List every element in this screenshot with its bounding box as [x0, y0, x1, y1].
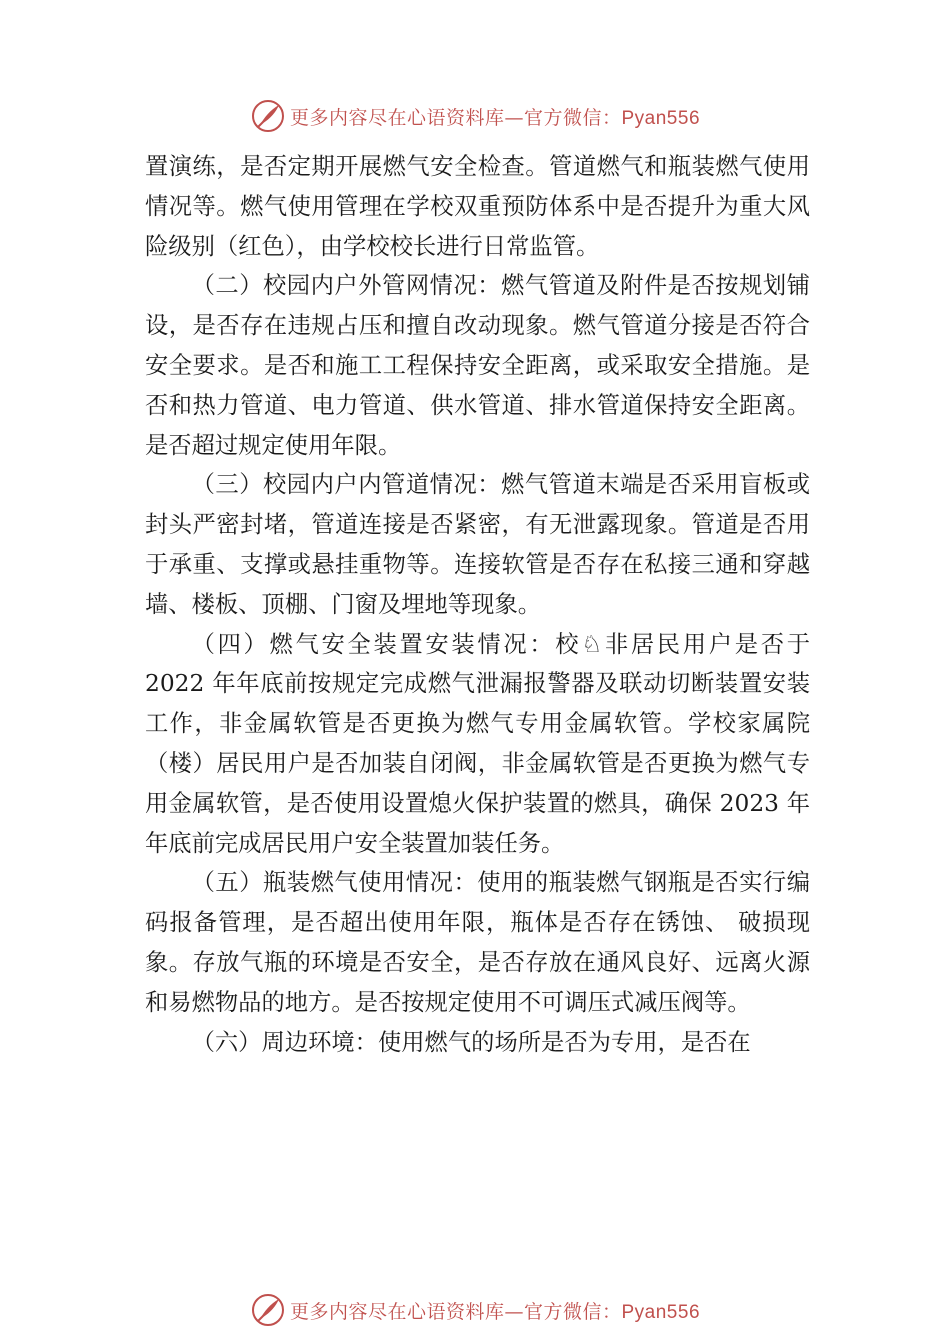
- quill-pen-icon: [250, 1292, 286, 1328]
- footer-watermark: [0, 1290, 950, 1330]
- header-watermark: [0, 96, 950, 136]
- paragraph-3: （三）校园内户内管道情况：燃气管道末端是否采用盲板或封头严密封堵，管道连接是否紧密，有无泄露现象。管道是否用于承重、支撑或悬挂重物等。连接软管是否存在私接三通和穿越墙、楼板、顶棚、门窗及埋地等现象。: [145, 471, 810, 618]
- paragraph-1: 置演练，是否定期开展燃气安全检查。管道燃气和瓶装燃气使用情况等。燃气使用管理在学校双重预防体系中是否提升为重大风险级别（红色），由学校校长进行日常监管。: [145, 153, 810, 260]
- paragraph-5: （五）瓶装燃气使用情况：使用的瓶装燃气钢瓶是否实行编码报备管理，是否超出使用年限，瓶体是否存在锈蚀、 破损现象。存放气瓶的环境是否安全，是否存放在通风良好、远离火源和易燃物品的地方。是否按规定使用不可调压式减压阀等。: [145, 869, 810, 1016]
- paragraph-6: （六）周边环境：使用燃气的场所是否为专用，是否在: [191, 1028, 751, 1056]
- document-body: [145, 147, 810, 1062]
- watermark-text: 更多内容尽在心语资料库—官方微信：Pyan556: [289, 1300, 701, 1323]
- quill-pen-icon: [250, 98, 286, 134]
- watermark-text: 更多内容尽在心语资料库—官方微信：Pyan556: [289, 106, 701, 129]
- paragraph-4: （四）燃气安全装置安装情况：校♘非居民用户是否于 2022 年年底前按规定完成燃气泄漏报警器及联动切断装置安装工作，非金属软管是否更换为燃气专用金属软管。学校家属院（楼）居民用户是否加装自闭阀，非金属软管是否更换为燃气专用金属软管，是否使用设置熄火保护装置的燃具，确保 2023 年年底前完成居民用户安全装置加装任务。: [145, 630, 810, 857]
- paragraph-2: （二）校园内户外管网情况：燃气管道及附件是否按规划铺设，是否存在违规占压和擅自改动现象。燃气管道分接是否符合安全要求。是否和施工工程保持安全距离，或采取安全措施。是否和热力管道、电力管道、供水管道、排水管道保持安全距离。是否超过规定使用年限。: [145, 272, 810, 459]
